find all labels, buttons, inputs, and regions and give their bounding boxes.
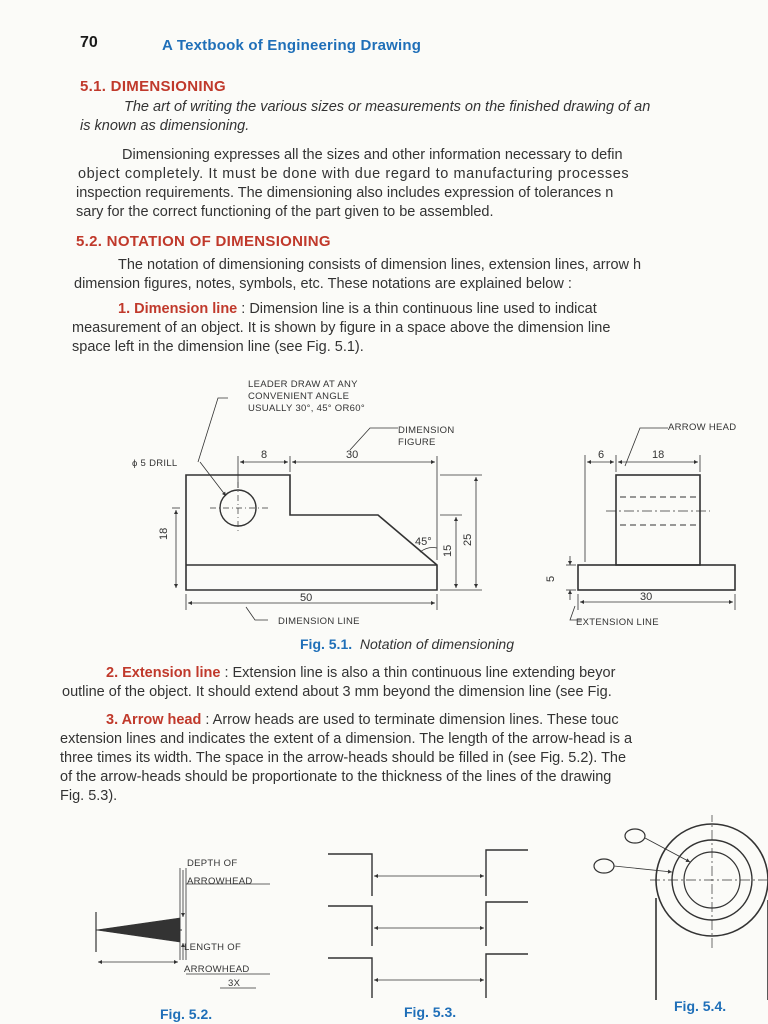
- sec51-p2-line1: Dimensioning expresses all the sizes and other information necessary to defin: [122, 147, 623, 163]
- fig-5-1-caption: [300, 636, 514, 652]
- sec51-p1-line2: is known as dimensioning.: [80, 118, 250, 134]
- dim-30: 30: [346, 449, 359, 461]
- object-outline: [186, 475, 437, 590]
- fig-5-1-number: Fig. 5.1.: [300, 636, 353, 652]
- section-5-1-heading: 5.1. DIMENSIONING: [80, 78, 226, 95]
- item3-lead: 3. Arrow head: [106, 712, 202, 728]
- length-of-2: ARROWHEAD: [184, 964, 250, 975]
- dim-8: 8: [261, 449, 268, 461]
- fig-5-2-caption: Fig. 5.2.: [160, 1006, 213, 1022]
- figure-5-1: [0, 370, 768, 640]
- book-title: A Textbook of Engineering Drawing: [162, 37, 422, 54]
- dimension-figure-1: DIMENSION: [398, 425, 455, 436]
- dim-25: 25: [462, 533, 474, 546]
- length-of-1: LENGTH OF: [184, 942, 242, 953]
- item2-line2: outline of the object. It should extend about 3 mm beyond the dimension line (see Fig.: [62, 684, 612, 700]
- ratio-3x: 3X: [228, 978, 241, 989]
- depth-of-1: DEPTH OF: [187, 858, 238, 869]
- fig-5-4-caption: Fig. 5.4.: [674, 998, 727, 1014]
- item3-line2: extension lines and indicates the extent of a dimension. The length of the arrow-head is a: [60, 731, 633, 747]
- dim-6: 6: [598, 449, 605, 461]
- page-header: [80, 34, 768, 58]
- sec51-p2-line3: inspection requirements. The dimensioning also includes expression of tolerances n: [76, 185, 614, 201]
- arrow-head-label: ARROW HEAD: [668, 422, 737, 433]
- item1-line1-text: : Dimension line is a thin continuous line used to indicat: [237, 301, 597, 317]
- item3-line1-text: : Arrow heads are used to terminate dimension lines. These touc: [201, 712, 619, 728]
- dim-18b: 18: [652, 449, 665, 461]
- figures-5-2-to-5-4: [0, 815, 768, 1005]
- page-number: 70: [80, 34, 98, 51]
- dim-5: 5: [545, 575, 557, 582]
- fig-5-1-text: Notation of dimensioning: [359, 636, 515, 652]
- fig-5-4-drawing: [594, 815, 768, 1000]
- drill-label: ϕ 5 DRILL: [132, 458, 178, 469]
- item3-line5: Fig. 5.3).: [60, 788, 118, 804]
- depth-of-2: ARROWHEAD: [187, 876, 253, 887]
- leader-note-2: CONVENIENT ANGLE: [248, 391, 350, 402]
- item3-line3: three times its width. The space in the arrow-heads should be filled in (see Fig. 5.2). The: [60, 750, 627, 766]
- fig-5-3-caption: Fig. 5.3.: [404, 1004, 457, 1020]
- sec52-p1-line2: dimension figures, notes, symbols, etc. These notations are explained below :: [74, 276, 572, 292]
- item2-line1-text: : Extension line is also a thin continuous line extending beyor: [220, 665, 616, 681]
- item2-lead: 2. Extension line: [106, 665, 221, 681]
- item1-line2: measurement of an object. It is shown by figure in a space above the dimension line: [72, 320, 611, 336]
- item3-line1: [106, 711, 619, 730]
- dim-45: 45°: [415, 536, 432, 548]
- fig-5-3-drawing: [328, 850, 528, 998]
- leader-note-3: USUALLY 30°, 45° OR60°: [248, 403, 365, 414]
- sec51-p2-line2: object completely. It must be done with due regard to manufacturing processes: [78, 166, 630, 182]
- item1-line3: space left in the dimension line (see Fig. 5.1).: [72, 339, 364, 355]
- dim-30b: 30: [640, 591, 653, 603]
- leader-note-1: LEADER DRAW AT ANY: [248, 379, 358, 390]
- dim-50: 50: [300, 592, 313, 604]
- dimension-line-label: DIMENSION LINE: [278, 616, 360, 627]
- item1-line1: [118, 300, 597, 319]
- item1-lead: 1. Dimension line: [118, 301, 238, 317]
- boss-outline: [616, 475, 700, 565]
- item3-line4: of the arrow-heads should be proportionate to the thickness of the lines of the drawing: [60, 769, 612, 785]
- extension-line-label: EXTENSION LINE: [576, 617, 659, 628]
- item2-line1: [106, 664, 615, 683]
- sec51-p1-line1: The art of writing the various sizes or measurements on the finished drawing of an: [124, 99, 651, 115]
- dim-18: 18: [158, 527, 170, 540]
- section-5-2-heading: 5.2. NOTATION OF DIMENSIONING: [76, 233, 331, 250]
- base-outline: [578, 565, 735, 590]
- dim-15: 15: [442, 544, 454, 557]
- dimension-figure-2: FIGURE: [398, 437, 436, 448]
- sec52-p1-line1: The notation of dimensioning consists of dimension lines, extension lines, arrow h: [118, 257, 642, 273]
- sec51-p2-line4: sary for the correct functioning of the part given to be assembled.: [76, 204, 494, 220]
